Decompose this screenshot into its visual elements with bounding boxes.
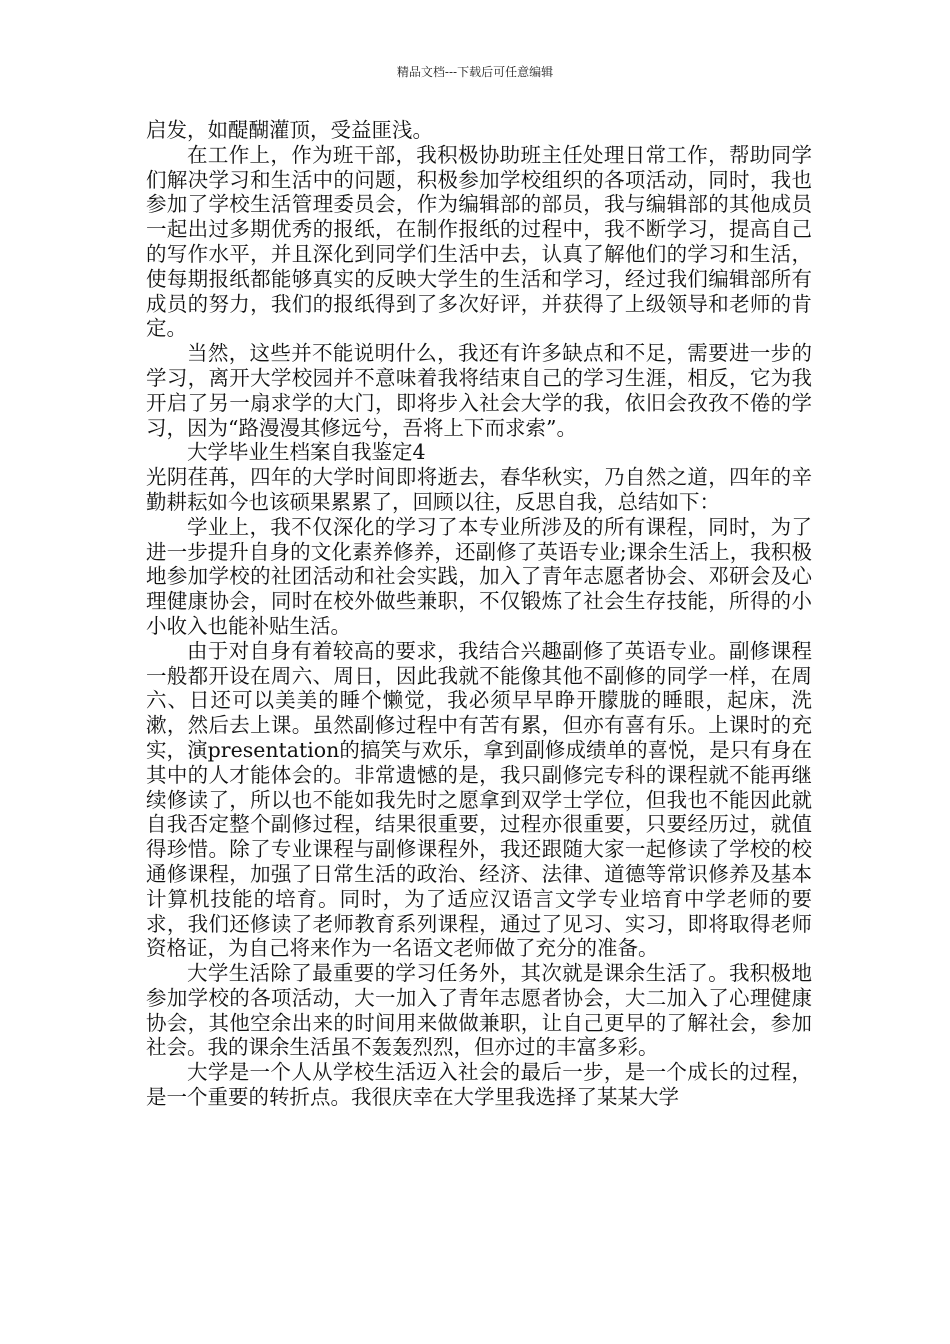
- page-header: 精品文档---下载后可任意编辑: [396, 65, 554, 79]
- paragraph: 大学是一个人从学校生活迈入社会的最后一步，是一个成长的过程，是一个重要的转折点。我很庆幸在大学里我选择了某某大学: [146, 1060, 812, 1110]
- paragraph: 启发，如醍醐灌顶，受益匪浅。: [146, 118, 433, 142]
- section-heading: 大学毕业生档案自我鉴定4: [187, 440, 426, 465]
- paragraph: 在工作上，作为班干部，我积极协助班主任处理日常工作，帮助同学们解决学习和生活中的问题，积极参加学校组织的各项活动，同时，我也参加了学校生活管理委员会，作为编辑部的部员，我与编辑部的其他成员一起出过多期优秀的报纸，在制作报纸的过程中，我不断学习，提高自己的写作水平，并且深化到同学们生活中去，认真了解他们的学习和生活，使每期报纸都能够真实的反映大学生的生活和学习，经过我们编辑部所有成员的努力，我们的报纸得到了多次好评，并获得了上级领导和老师的肯定。: [146, 142, 812, 341]
- paragraph: 由于对自身有着较高的要求，我结合兴趣副修了英语专业。副修课程一般都开设在周六、周日，因此我就不能像其他不副修的同学一样，在周六、日还可以美美的睡个懒觉，我必须早早睁开朦胧的睡眼，起床，洗漱，然后去上课。虽然副修过程中有苦有累，但亦有喜有乐。上课时的充实，演presentation的搞笑与欢乐，拿到副修成绩单的喜悦，是只有身在其中的人才能体会的。非常遗憾的是，我只副修完专科的课程就不能再继续修读了，所以也不能如我先时之愿拿到双学士学位，但我也不能因此就自我否定整个副修过程，结果很重要，过程亦很重要，只要经历过，就值得珍惜。除了专业课程与副修课程外，我还跟随大家一起修读了学校的校通修课程，加强了日常生活的政治、经济、法律、道德等常识修养及基本计算机技能的培育。同时，为了适应汉语言文学专业培育中学老师的要求，我们还修读了老师教育系列课程，通过了见习、实习，即将取得老师资格证，为自己将来作为一名语文老师做了充分的准备。: [146, 638, 812, 961]
- paragraph: 光阴荏苒，四年的大学时间即将逝去，春华秋实，乃自然之道，四年的辛勤耕耘如今也该硕果累累了，回顾以往，反思自我，总结如下：: [146, 465, 812, 514]
- paragraph: 大学生活除了最重要的学习任务外，其次就是课余生活了。我积极地参加学校的各项活动，大一加入了青年志愿者协会，大二加入了心理健康协会，其他空余出来的时间用来做做兼职，让自己更早的了解社会，参加社会。我的课余生活虽不轰轰烈烈，但亦过的丰富多彩。: [146, 961, 812, 1060]
- paragraph: 学业上，我不仅深化的学习了本专业所涉及的所有课程，同时，为了进一步提升自身的文化素养修养，还副修了英语专业;课余生活上，我积极地参加学校的社团活动和社会实践，加入了青年志愿者协会、邓研会及心理健康协会，同时在校外做些兼职，不仅锻炼了社会生存技能，所得的小小收入也能补贴生活。: [146, 514, 812, 638]
- document-body: [146, 118, 812, 1110]
- paragraph: 当然，这些并不能说明什么，我还有许多缺点和不足，需要进一步的学习，离开大学校园并不意味着我将结束自己的学习生涯，相反，它为我开启了另一扇求学的大门，即将步入社会大学的我，依旧会孜孜不倦的学习，因为“路漫漫其修远兮，吾将上下而求索”。: [146, 341, 812, 440]
